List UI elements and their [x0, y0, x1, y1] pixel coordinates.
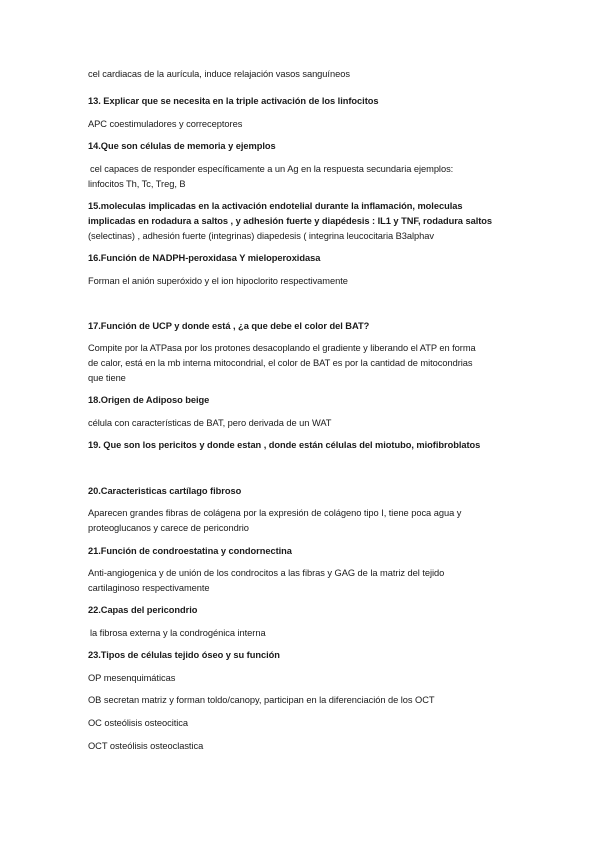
question-heading: 21.Función de condroestatina y condornectina [88, 546, 292, 556]
answer-line: cel capaces de responder específicamente a un Ag en la respuesta secundaria ejemplos: [90, 164, 454, 174]
answer-line: la fibrosa externa y la condrogénica interna [90, 628, 266, 638]
answer-line: Forman el anión superóxido y el ion hipoclorito respectivamente [88, 276, 348, 286]
answer-line: (selectinas) , adhesión fuerte (integrinas) diapedesis ( integrina leucocitaria B3alphav [88, 231, 434, 241]
answer-line: Aparecen grandes fibras de colágena por la expresión de colágeno tipo I, tiene poca agua y [88, 508, 462, 518]
answer-line: de calor, está en la mb interna mitocondrial, el color de BAT es por la cantidad de mitocondrias [88, 358, 473, 368]
answer-line: OP mesenquimáticas [88, 673, 176, 683]
answer-line: OB secretan matriz y forman toldo/canopy, participan en la diferenciación de los OCT [88, 695, 435, 705]
question-heading: 15.moleculas implicadas en la activación endotelial durante la inflamación, moleculas [88, 201, 463, 211]
text-line: cel cardiacas de la aurícula, induce relajación vasos sanguíneos [88, 69, 350, 79]
answer-line: linfocitos Th, Tc, Treg, B [88, 179, 186, 189]
question-heading: 20.Caracteristicas cartílago fibroso [88, 486, 242, 496]
answer-line: célula con características de BAT, pero derivada de un WAT [88, 418, 332, 428]
answer-line: cartilaginoso respectivamente [88, 583, 210, 593]
answer-line: APC coestimuladores y correceptores [88, 119, 243, 129]
answer-line: proteoglucanos y carece de pericondrio [88, 523, 249, 533]
question-heading: 13. Explicar que se necesita en la triple activación de los linfocitos [88, 96, 379, 106]
answer-line: que tiene [88, 373, 126, 383]
question-heading: 18.Origen de Adiposo beige [88, 395, 210, 405]
question-heading: 22.Capas del pericondrio [88, 605, 198, 615]
question-heading: 16.Función de NADPH-peroxidasa Y mieloperoxidasa [88, 253, 321, 263]
question-heading: 19. Que son los pericitos y donde estan , donde están células del miotubo, miofibroblatos [88, 440, 481, 450]
question-heading: 17.Función de UCP y donde está , ¿a que debe el color del BAT? [88, 321, 370, 331]
answer-line: OCT osteólisis osteoclastica [88, 741, 204, 751]
question-heading: 23.Tipos de células tejido óseo y su función [88, 650, 280, 660]
answer-line: OC osteólisis osteocitica [88, 718, 189, 728]
question-heading: implicadas en rodadura a saltos , y adhesión fuerte y diapédesis : IL1 y TNF, rodadura saltos [88, 216, 493, 226]
answer-line: Compite por la ATPasa por los protones desacoplando el gradiente y liberando el ATP en forma [88, 343, 476, 353]
question-heading: 14.Que son células de memoria y ejemplos [88, 141, 276, 151]
answer-line: Anti-angiogenica y de unión de los condrocitos a las fibras y GAG de la matriz del tejido [88, 568, 445, 578]
